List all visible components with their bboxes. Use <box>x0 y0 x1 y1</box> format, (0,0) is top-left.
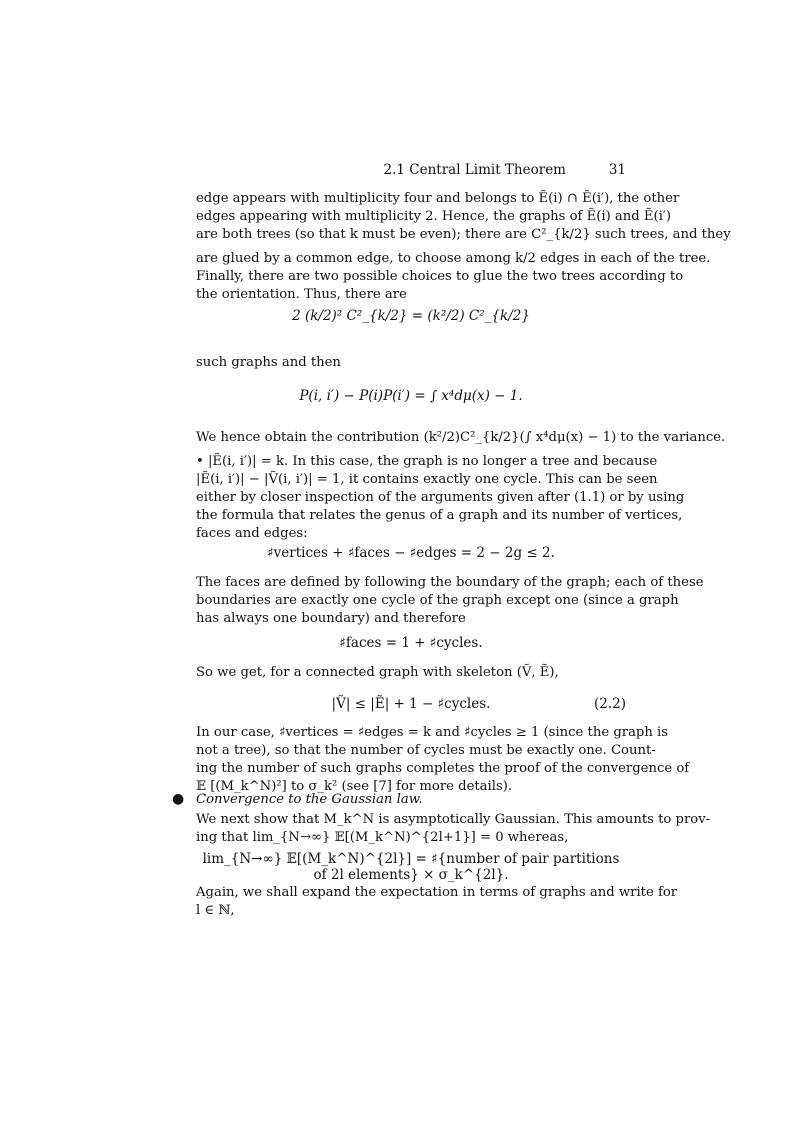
bullet-icon: ● <box>172 791 185 807</box>
text-line: ing that lim_{N→∞} 𝔼[(M_k^N)^{2l+1}] = 0 whereas, <box>196 830 569 845</box>
equation-5 <box>196 696 626 712</box>
equation-1 <box>196 308 626 324</box>
paragraph-6 <box>196 884 678 920</box>
paragraph-5 <box>196 811 711 847</box>
text-line: are glued by a common edge, to choose among k/2 edges in each of the tree. <box>196 251 711 266</box>
paragraph-3 <box>196 574 704 628</box>
text-contribution <box>196 429 726 447</box>
text-so-we-get <box>196 664 626 682</box>
equation-3-text: ♯vertices + ♯faces − ♯edges = 2 − 2g ≤ 2. <box>267 545 555 561</box>
bullet-title: Convergence to the Gaussian law. <box>196 792 423 807</box>
text-line: faces and edges: <box>196 526 308 541</box>
text-line: |Ẽ(i, i′)| − |Ṽ(i, i′)| = 1, it contains exactly one cycle. This can be seen <box>196 472 658 487</box>
section-title: 2.1 Central Limit Theorem <box>383 162 566 178</box>
equation-number: (2.2) <box>593 696 626 712</box>
text-line: • |Ẽ(i, i′)| = k. In this case, the graph is no longer a tree and because <box>196 454 658 469</box>
text-such-graphs <box>196 354 626 372</box>
text-line: In our case, ♯vertices = ♯edges = k and ♯cycles ≥ 1 (since the graph is <box>196 725 669 740</box>
text-line: edge appears with multiplicity four and belongs to Ẽ(i) ∩ Ẽ(i′), the other <box>196 191 680 206</box>
equation-4-text: ♯faces = 1 + ♯cycles. <box>339 635 483 651</box>
equation-2-text: P(i, i′) − P(i)P(i′) = ∫ x⁴dμ(x) − 1. <box>299 388 523 404</box>
text-line: 𝔼 [(M_k^N)²] to σ_k² (see [7] for more details). <box>196 779 513 794</box>
text-line: edges appearing with multiplicity 2. Hence, the graphs of Ẽ(i) and Ẽ(i′) <box>196 209 672 224</box>
paragraph-1 <box>196 190 731 304</box>
text-line: So we get, for a connected graph with skeleton (Ṽ, Ẽ), <box>196 665 559 680</box>
text-line: The faces are defined by following the boundary of the graph; each of these <box>196 575 704 590</box>
equation-1-text: 2 (k/2)² C²_{k/2} = (k²/2) C²_{k/2} <box>292 308 530 324</box>
text-line: boundaries are exactly one cycle of the graph except one (since a graph <box>196 593 679 608</box>
text-line: the orientation. Thus, there are <box>196 287 407 302</box>
text-line: the formula that relates the genus of a graph and its number of vertices, <box>196 508 683 523</box>
page-number: 31 <box>608 162 626 178</box>
text-line: We next show that M_k^N is asymptotically Gaussian. This amounts to prov- <box>196 812 711 827</box>
running-header <box>196 162 626 182</box>
text-line: has always one boundary) and therefore <box>196 611 466 626</box>
equation-6 <box>196 851 626 883</box>
paragraph-4 <box>196 724 690 796</box>
equation-6-text: lim_{N→∞} 𝔼[(M_k^N)^{2l}] = ♯{number of pair partitions of 2l elements} × σ_k^{2l}. <box>202 851 620 883</box>
text-line: Finally, there are two possible choices to glue the two trees according to <box>196 269 684 284</box>
text-line: not a tree), so that the number of cycles must be exactly one. Count- <box>196 743 656 758</box>
text-line: Again, we shall expand the expectation in terms of graphs and write for <box>196 885 678 900</box>
paragraph-2 <box>196 453 685 543</box>
text-line: either by closer inspection of the arguments given after (1.1) or by using <box>196 490 685 505</box>
equation-4 <box>196 635 626 651</box>
equation-3 <box>196 545 626 561</box>
equation-5-text: |Ṽ| ≤ |Ẽ| + 1 − ♯cycles. <box>331 696 491 712</box>
text-line: We hence obtain the contribution (k²/2)C²_{k/2}(∫ x⁴dμ(x) − 1) to the variance. <box>196 430 726 445</box>
text-line: such graphs and then <box>196 355 341 370</box>
text-line: ing the number of such graphs completes the proof of the convergence of <box>196 761 690 776</box>
text-line: l ∈ ℕ, <box>196 903 235 918</box>
text-line: are both trees (so that k must be even); there are C²_{k/2} such trees, and they <box>196 227 731 242</box>
equation-2 <box>196 388 626 404</box>
bullet-title-block <box>196 791 626 809</box>
